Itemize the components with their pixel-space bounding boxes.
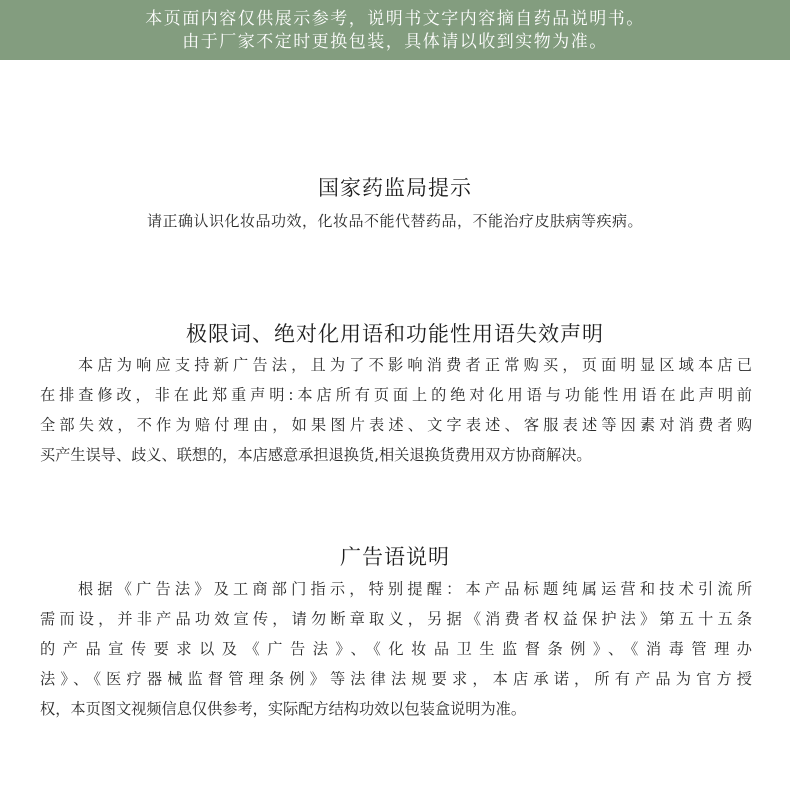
ad-statement-line: 的产品宣传要求以及《广告法》、《化妆品卫生监督条例》、《消毒管理办 <box>40 640 752 658</box>
ad-statement-line: 法》、《医疗器械监督管理条例》等法律法规要求，本店承诺，所有产品为官方授 <box>40 670 752 688</box>
section-title-disclaimer: 极限词、绝对化用语和功能性用语失效声明 <box>186 322 604 346</box>
banner-line-2: 由于厂家不定时更换包装，具体请以收到实物为准。 <box>182 32 608 52</box>
nmpa-notice-text: 请正确认识化妆品功效，化妆品不能代替药品，不能治疗皮肤病等疾病。 <box>146 212 643 230</box>
disclaimer-line: 本店为响应支持新广告法，且为了不影响消费者正常购买，页面明显区域本店已 <box>78 356 752 374</box>
disclaimer-line: 买产生误导、歧义、联想的，本店感意承担退换货,相关退换货费用双方协商解决。 <box>40 446 592 464</box>
ad-statement-paragraph <box>40 574 752 724</box>
disclaimer-paragraph <box>40 350 752 470</box>
section-title-ad-statement: 广告语说明 <box>340 545 450 569</box>
disclaimer-line: 全部失效，不作为赔付理由，如果图片表述、文字表述、客服表述等因素对消费者购 <box>40 416 752 434</box>
ad-statement-line: 需而设，并非产品功效宣传，请勿断章取义，另据《消费者权益保护法》第五十五条 <box>40 610 752 628</box>
ad-statement-line: 根据《广告法》及工商部门指示，特别提醒：本产品标题纯属运营和技术引流所 <box>78 580 752 598</box>
banner-line-1: 本页面内容仅供展示参考，说明书文字内容摘自药品说明书。 <box>145 9 645 29</box>
section-title-nmpa-notice: 国家药监局提示 <box>318 176 472 200</box>
ad-statement-line: 权，本页图文视频信息仅供参考，实际配方结构功效以包装盒说明为准。 <box>40 700 526 718</box>
disclaimer-line: 在排查修改，非在此郑重声明:本店所有页面上的绝对化用语与功能性用语在此声明前 <box>40 386 752 404</box>
notice-banner <box>0 0 790 60</box>
